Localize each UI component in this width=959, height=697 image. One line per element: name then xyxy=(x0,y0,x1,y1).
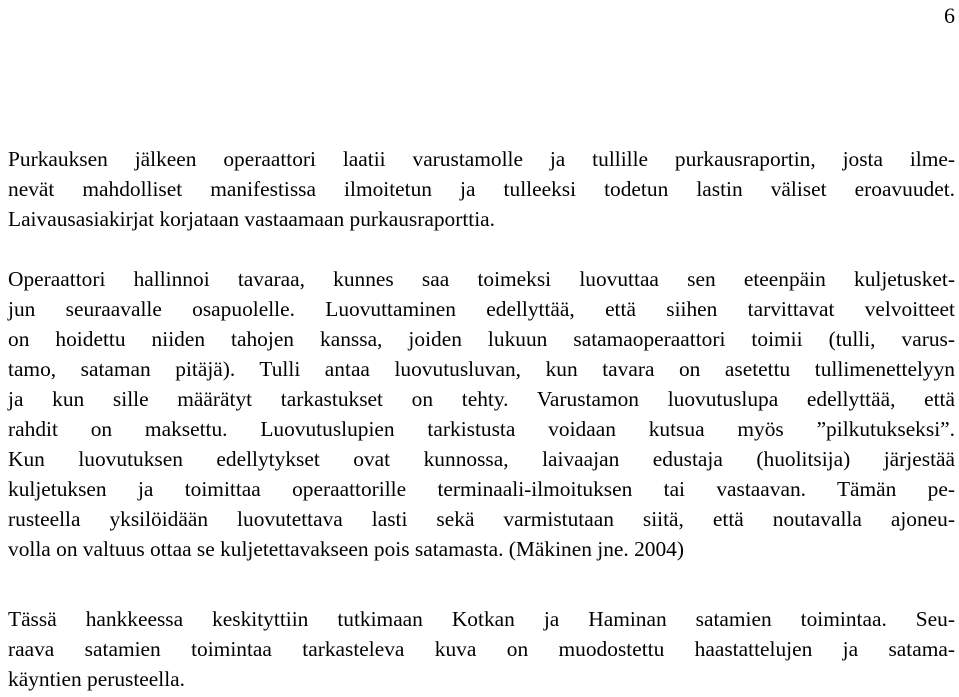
text-line: raava satamien toimintaa tarkasteleva kuva on muodostettu haastattelujen ja satama- xyxy=(8,637,955,661)
text-line: Tässä hankkeessa keskityttiin tutkimaan Kotkan ja Haminan satamien toimintaa. Seu- xyxy=(8,607,955,631)
text-line: Purkauksen jälkeen operaattori laatii varustamolle ja tullille purkausraportin, josta ilme- xyxy=(8,147,955,171)
paragraph-2 xyxy=(8,264,955,564)
text-line: rahdit on maksettu. Luovutuslupien tarkistusta voidaan kutsua myös ”pilkutukseksi”. xyxy=(8,417,955,441)
text-line: nevät mahdolliset manifestissa ilmoitetun ja tulleeksi todetun lastin väliset eroavuudet. xyxy=(8,177,955,201)
paragraph-3 xyxy=(8,604,955,694)
text-line: kuljetuksen ja toimittaa operaattorille terminaali-ilmoituksen tai vastaavan. Tämän pe- xyxy=(8,477,955,501)
text-line: volla on valtuus ottaa se kuljetettavakseen pois satamasta. (Mäkinen jne. 2004) xyxy=(8,537,684,561)
text-line: ja kun sille määrätyt tarkastukset on tehty. Varustamon luovutuslupa edellyttää, että xyxy=(8,387,955,411)
text-line: jun seuraavalle osapuolelle. Luovuttaminen edellyttää, että siihen tarvittavat velvoitteet xyxy=(8,297,955,321)
page-number: 6 xyxy=(944,3,955,28)
text-line: tamo, sataman pitäjä). Tulli antaa luovutusluvan, kun tavara on asetettu tullimenettelyyn xyxy=(8,357,955,381)
text-line: Kun luovutuksen edellytykset ovat kunnossa, laivaajan edustaja (huolitsija) järjestää xyxy=(8,447,955,471)
text-line: käyntien perusteella. xyxy=(8,667,185,691)
text-line: Operaattori hallinnoi tavaraa, kunnes saa toimeksi luovuttaa sen eteenpäin kuljetusket- xyxy=(8,267,955,291)
text-line: on hoidettu niiden tahojen kanssa, joiden lukuun satamaoperaattori toimii (tulli, varus- xyxy=(8,327,955,351)
text-line: Laivausasiakirjat korjataan vastaamaan purkausraporttia. xyxy=(8,207,496,231)
paragraph-1 xyxy=(8,144,955,234)
text-line: rusteella yksilöidään luovutettava lasti sekä varmistutaan siitä, että noutavalla ajoneu- xyxy=(8,507,955,531)
